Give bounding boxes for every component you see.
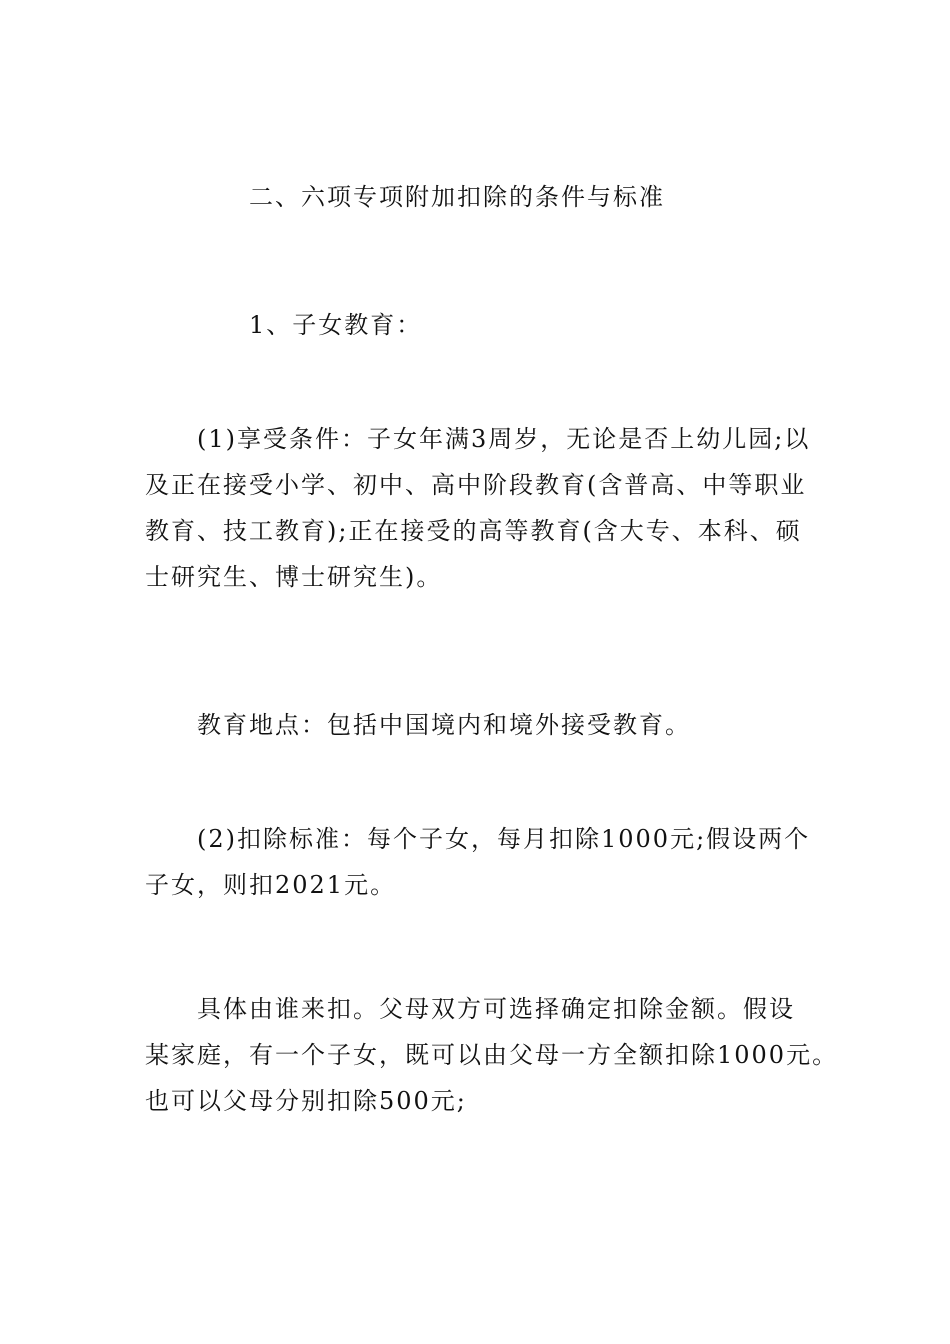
who-deducts-line: 某家庭，有一个子女，既可以由父母一方全额扣除1000元。	[145, 1041, 839, 1069]
who-deducts-paragraph	[145, 986, 839, 1124]
condition-line: 教育、技工教育);正在接受的高等教育(含大专、本科、硕	[145, 517, 802, 545]
who-deducts-line: 也可以父母分别扣除500元;	[145, 1087, 467, 1115]
condition-paragraph	[145, 416, 825, 600]
location-paragraph	[145, 702, 825, 748]
condition-line: 士研究生、博士研究生)。	[145, 563, 443, 591]
standard-line: (2)扣除标准：每个子女，每月扣除1000元;假设两个	[197, 825, 811, 853]
location-line: 教育地点：包括中国境内和境外接受教育。	[197, 711, 691, 739]
who-deducts-line: 具体由谁来扣。父母双方可选择确定扣除金额。假设	[197, 995, 795, 1023]
subsection-title	[145, 302, 825, 348]
standard-paragraph	[145, 816, 825, 908]
section-heading	[145, 174, 825, 220]
condition-line: (1)享受条件：子女年满3周岁，无论是否上幼儿园;以	[197, 425, 811, 453]
standard-line: 子女，则扣2021元。	[145, 871, 397, 899]
subsection-title-text: 1、子女教育：	[249, 311, 423, 339]
condition-line: 及正在接受小学、初中、高中阶段教育(含普高、中等职业	[145, 471, 807, 499]
section-heading-text: 二、六项专项附加扣除的条件与标准	[249, 183, 665, 211]
